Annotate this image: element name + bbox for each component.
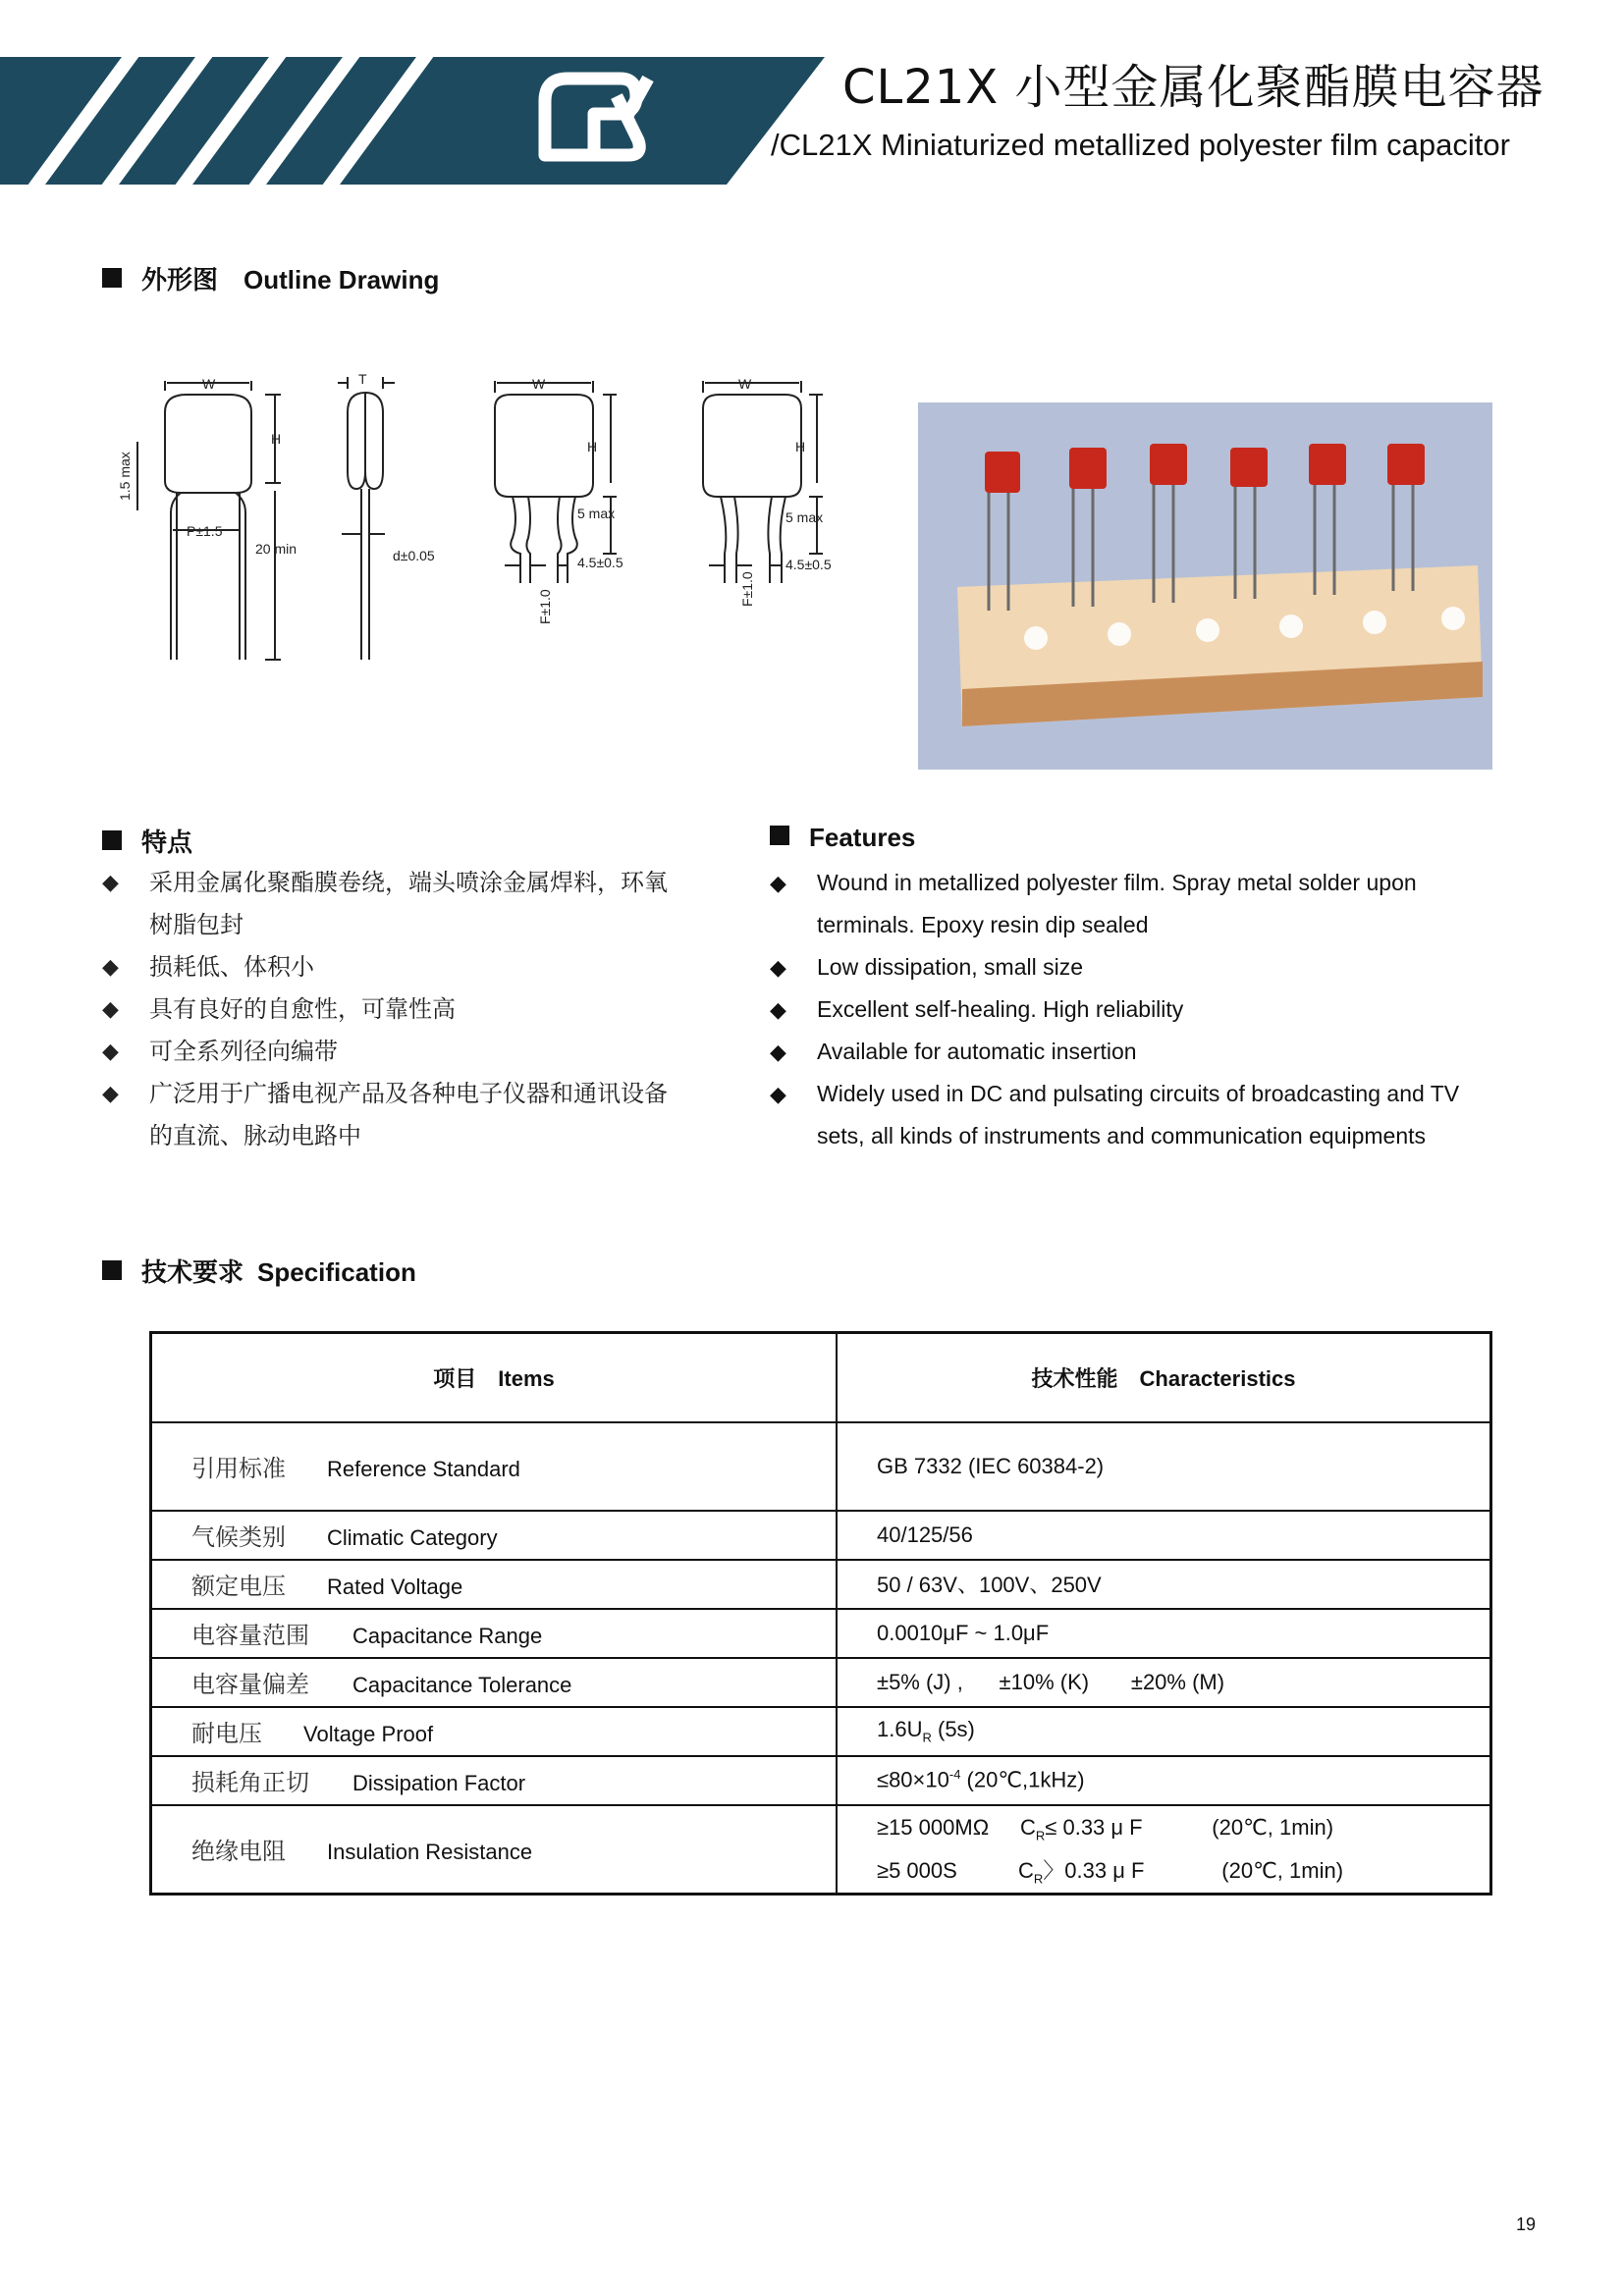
svg-text:W: W: [738, 376, 752, 392]
table-row: 额定电压 Rated Voltage 50 / 63V、100V、250V: [151, 1560, 1491, 1609]
bullet-square-icon: [102, 830, 122, 850]
svg-text:F±1.0: F±1.0: [537, 589, 553, 624]
svg-text:H: H: [795, 439, 806, 454]
table-row: 引用标准 Reference Standard GB 7332 (IEC 60384-2): [151, 1422, 1491, 1511]
diamond-bullet-icon: ◆: [102, 1040, 119, 1064]
list-item: ◆ 可全系列径向编带: [102, 1031, 731, 1073]
list-item: sets, all kinds of instruments and communication equipments: [817, 1123, 1427, 1148]
features-heading-en: Features: [770, 823, 915, 853]
list-item: terminals. Epoxy resin dip sealed: [817, 912, 1149, 937]
list-item: ◆ Low dissipation, small size: [770, 946, 1516, 988]
list-item: ◆ Excellent self-healing. High reliability: [770, 988, 1516, 1031]
spec-table: [149, 1331, 1492, 1896]
features-list-en: [770, 862, 1516, 1157]
list-item: ◆ 广泛用于广播电视产品及各种电子仪器和通讯设备: [102, 1073, 731, 1115]
diamond-bullet-icon: ◆: [102, 871, 119, 895]
diamond-bullet-icon: ◆: [102, 1082, 119, 1106]
table-row: 耐电压 Voltage Proof $1.6U_R$ (5s): [151, 1707, 1491, 1756]
table-row: 绝缘电阻 Insulation Resistance ≥15 000MΩ $C_R\le 0.33$ μ F (20℃, 1min) ≥5 000S $C_R$〉0.33 μ F (20℃, 1min): [151, 1805, 1491, 1895]
list-item: 树脂包封: [149, 911, 244, 938]
spec-heading: 技术要求 Specification: [102, 1253, 416, 1289]
svg-text:d±0.05: d±0.05: [393, 548, 435, 563]
table-row: 气候类别 Climatic Category 40/125/56: [151, 1511, 1491, 1560]
outline-drawing: [108, 371, 832, 638]
bullet-square-icon: [102, 1260, 122, 1280]
table-row: 电容量偏差 Capacitance Tolerance ±5% (J) , ±10% (K) ±20% (M): [151, 1658, 1491, 1707]
features-list-cn: [102, 862, 731, 1157]
features-heading-cn: 特点: [102, 823, 218, 859]
diamond-bullet-icon: ◆: [770, 1040, 786, 1064]
svg-text:5 max: 5 max: [577, 506, 616, 521]
diamond-bullet-icon: ◆: [770, 871, 786, 895]
outline-heading: 外形图 Outline Drawing: [102, 260, 439, 296]
table-header-row: [151, 1333, 1491, 1422]
list-item: ◆ Wound in metallized polyester film. Spray metal solder upon: [770, 862, 1516, 904]
svg-text:P±1.5: P±1.5: [187, 523, 223, 539]
product-photo: [918, 402, 1492, 770]
svg-text:F±1.0: F±1.0: [739, 571, 755, 607]
bullet-square-icon: [770, 826, 789, 845]
list-item: 的直流、脉动电路中: [149, 1122, 361, 1149]
page-number: 19: [1516, 2215, 1537, 2234]
svg-text:W: W: [202, 376, 216, 392]
column-header-items: 项目 Items: [151, 1333, 838, 1422]
svg-text:T: T: [358, 371, 367, 387]
svg-text:20 min: 20 min: [255, 541, 298, 557]
list-item: ◆ Available for automatic insertion: [770, 1031, 1516, 1073]
diamond-bullet-icon: ◆: [770, 997, 786, 1022]
svg-text:5 max: 5 max: [785, 509, 824, 525]
diamond-bullet-icon: ◆: [102, 997, 119, 1022]
diamond-bullet-icon: ◆: [770, 955, 786, 980]
svg-text:4.5±0.5: 4.5±0.5: [785, 557, 832, 572]
page-title-cn: CL21X 小型金属化聚酯膜电容器: [842, 60, 1544, 115]
page-title-en: /CL21X Miniaturized metallized polyester film capacitor: [771, 128, 1510, 162]
diamond-bullet-icon: ◆: [102, 955, 119, 980]
svg-text:H: H: [587, 439, 598, 454]
svg-text:W: W: [532, 376, 546, 392]
bullet-square-icon: [102, 268, 122, 288]
table-row: 电容量范围 Capacitance Range 0.0010μF ~ 1.0μF: [151, 1609, 1491, 1658]
list-item: ◆ Widely used in DC and pulsating circuits of broadcasting and TV: [770, 1073, 1516, 1115]
list-item: ◆ 采用金属化聚酯膜卷绕，端头喷涂金属焊料，环氧: [102, 862, 731, 904]
column-header-characteristics: 技术性能 Characteristics: [837, 1333, 1491, 1422]
list-item: ◆ 具有良好的自愈性，可靠性高: [102, 988, 731, 1031]
diamond-bullet-icon: ◆: [770, 1082, 786, 1106]
header-band: [0, 57, 825, 185]
svg-text:4.5±0.5: 4.5±0.5: [577, 555, 623, 570]
svg-text:1.5 max: 1.5 max: [117, 452, 133, 501]
svg-text:H: H: [271, 431, 282, 447]
list-item: ◆ 损耗低、体积小: [102, 946, 731, 988]
table-row: 损耗角正切 Dissipation Factor $\le 80\times 10^{-4}$ (20℃,1kHz): [151, 1756, 1491, 1805]
